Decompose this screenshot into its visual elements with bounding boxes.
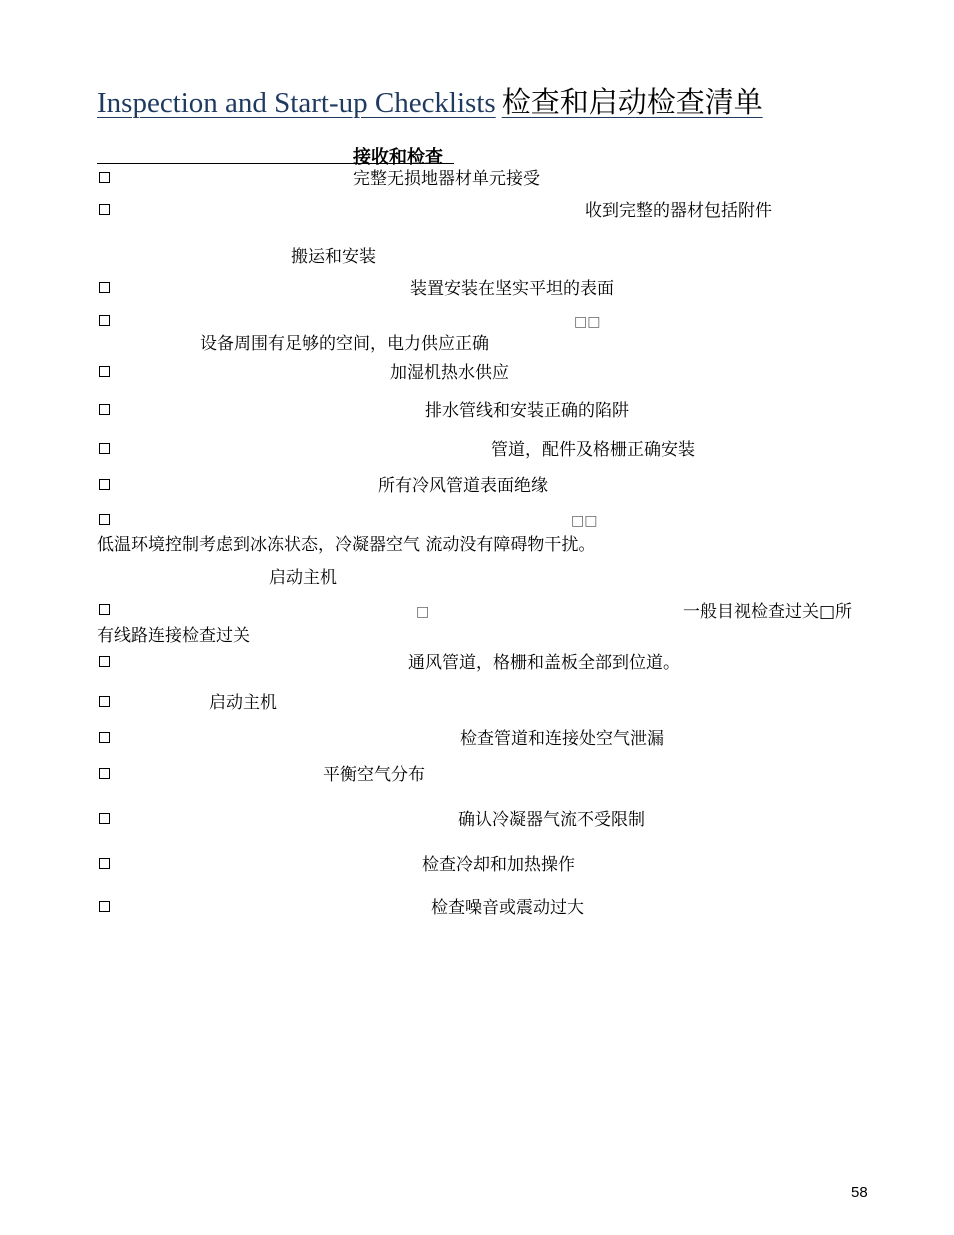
item-install-6: 所有冷风管道表面绝缘 [378,476,548,496]
checkbox-startup-5[interactable] [99,768,110,779]
checkbox-install-6[interactable] [99,479,110,490]
checkbox-install-2[interactable] [99,315,110,326]
checkbox-startup-8[interactable] [99,901,110,912]
missing-glyph-placeholder-c: □ [416,604,430,620]
section-header-startup: 启动主机 [269,568,337,588]
missing-glyph-placeholder-b: □□ [571,513,598,529]
item-startup-4: 检查管道和连接处空气泄漏 [460,729,664,749]
checkbox-startup-7[interactable] [99,858,110,869]
page-title-english: Inspection and Start-up Checklists [97,87,496,119]
checkbox-startup-4[interactable] [99,732,110,743]
checkbox-install-7[interactable] [99,514,110,525]
item-install-1: 装置安装在坚实平坦的表面 [410,279,614,299]
checkbox-receive-1[interactable] [99,172,110,183]
item-receive-2: 收到完整的器材包括附件 [585,201,772,221]
item-startup-1-line-2: 有线路连接检查过关 [97,626,250,646]
item-install-3: 加湿机热水供应 [390,363,509,383]
page-title [97,80,763,121]
page-title-chinese: 检查和启动检查清单 [501,85,763,119]
item-startup-6: 确认冷凝器气流不受限制 [458,810,645,830]
checkbox-startup-3[interactable] [99,696,110,707]
item-install-2: 设备周围有足够的空间，电力供应正确 [200,334,489,354]
item-startup-5: 平衡空气分布 [323,765,425,785]
item-startup-3: 启动主机 [209,693,277,713]
missing-glyph-placeholder-a: □□ [574,314,601,330]
item-receive-1: 完整无损地器材单元接受 [353,169,540,189]
checkbox-install-5[interactable] [99,443,110,454]
item-install-4: 排水管线和安装正确的陷阱 [425,401,629,421]
checkbox-startup-6[interactable] [99,813,110,824]
checkbox-install-4[interactable] [99,404,110,415]
checkbox-install-3[interactable] [99,366,110,377]
item-startup-2: 通风管道，格栅和盖板全部到位道。 [408,653,680,673]
item-startup-7: 检查冷却和加热操作 [422,855,575,875]
checkbox-receive-2[interactable] [99,204,110,215]
section-header-receiving-label: 接收和检查 [353,147,443,168]
checkbox-startup-2[interactable] [99,656,110,667]
checkbox-install-1[interactable] [99,282,110,293]
item-install-5: 管道，配件及格栅正确安装 [491,440,695,460]
item-startup-1-line-1: 一般目视检查过关□所 [683,602,853,622]
page-number: 58 [851,1184,868,1201]
section-header-handling: 搬运和安装 [291,247,376,267]
item-startup-8: 检查噪音或震动过大 [431,898,584,918]
item-install-7: 低温环境控制考虑到冰冻状态，冷凝器空气 流动没有障碍物干扰。 [97,535,596,555]
section-header-receiving [97,143,454,168]
checkbox-startup-1[interactable] [99,604,110,615]
